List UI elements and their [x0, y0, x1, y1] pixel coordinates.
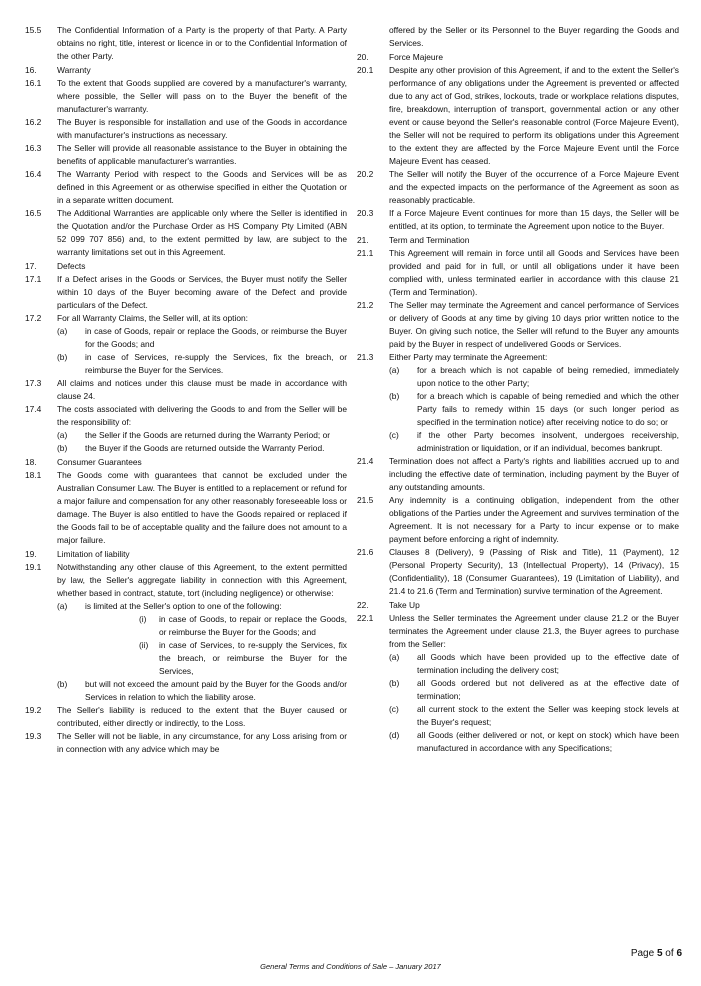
- sub-clause: [357, 429, 679, 455]
- clause-text: Termination does not affect a Party's rights and liabilities accrued up to and including the effective date of termination, including payment by the Buyer of any outstanding amounts.: [389, 456, 679, 492]
- clause-paragraph: [25, 168, 347, 207]
- sub-clause: [25, 442, 347, 455]
- clause-number: 21.4: [357, 456, 374, 466]
- clause-text: if the other Party becomes insolvent, undergoes receivership, administration or liquidation, or if an individual, becomes bankrupt.: [417, 430, 679, 453]
- clause-paragraph: [25, 77, 347, 116]
- sub-clause: [25, 678, 347, 704]
- clause-text: The Warranty Period with respect to the Goods and Services will be as defined in this Agreement or as otherwise specified in either the Quotation or in a separate written document.: [57, 169, 347, 205]
- document-footer: General Terms and Conditions of Sale – January 2017: [260, 962, 441, 971]
- clause-text: in case of Goods, repair or replace the Goods, or reimburse the Buyer for the Goods; and: [85, 326, 347, 349]
- clause-number: (c): [389, 704, 399, 714]
- section-heading: [25, 260, 347, 273]
- clause-text: If a Defect arises in the Goods or Services, the Buyer must notify the Seller within 10 days of the Buyer becoming aware of the Defect and provide particulars of the Defect.: [57, 274, 347, 310]
- section-heading: [25, 548, 347, 561]
- clause-paragraph: [25, 561, 347, 600]
- clause-paragraph: [357, 455, 679, 494]
- clause-number: 20.2: [357, 169, 374, 179]
- clause-text: for a breach which is capable of being remedied and which the other Party fails to remedy within 15 days (or such longer period as specified in the termination notice) after receiving notice to do so; or: [417, 391, 679, 427]
- clause-text: the Seller if the Goods are returned during the Warranty Period; or: [85, 430, 331, 440]
- clause-number: (b): [57, 443, 68, 453]
- clause-number: (b): [389, 391, 400, 401]
- clause-text: Consumer Guarantees: [57, 457, 142, 467]
- clause-text: For all Warranty Claims, the Seller will, at its option:: [57, 313, 248, 323]
- clause-number: 16.5: [25, 208, 42, 218]
- clause-text: all Goods which have been provided up to the effective date of termination including the delivery cost;: [417, 652, 679, 675]
- clause-number: (a): [57, 601, 68, 611]
- clause-text: Force Majeure: [389, 52, 443, 62]
- clause-number: 20.1: [357, 65, 374, 75]
- clause-number: 20.: [357, 52, 369, 62]
- clause-paragraph: [25, 116, 347, 142]
- clause-number: 18.: [25, 457, 37, 467]
- clause-number: 16.: [25, 65, 37, 75]
- clause-text: This Agreement will remain in force until all Goods and Services have been provided and paid for in full, or until all obligations under it have been complied with, unless terminated earlier in accordance with this clause 21 (Term and Termination).: [389, 248, 679, 297]
- section-heading: [357, 51, 679, 64]
- clause-number: (ii): [139, 640, 149, 650]
- page-number: Page 5 of 6: [630, 948, 682, 959]
- clause-number: (c): [389, 430, 399, 440]
- sub-clause: [25, 351, 347, 377]
- clause-text: offered by the Seller or its Personnel to the Buyer regarding the Goods and Services.: [389, 25, 679, 48]
- clause-number: 19.1: [25, 562, 42, 572]
- clause-text: Defects: [57, 261, 86, 271]
- clause-paragraph: [25, 704, 347, 730]
- clause-paragraph: [25, 142, 347, 168]
- clause-text: but will not exceed the amount paid by the Buyer for the Goods and/or Services in relation to which the liability arose.: [85, 679, 347, 702]
- clause-number: 18.1: [25, 470, 42, 480]
- section-heading: [357, 599, 679, 612]
- page-current: 5: [656, 948, 663, 959]
- clause-number: 16.2: [25, 117, 42, 127]
- sub-clause: [25, 600, 347, 613]
- clause-text: all Goods ordered but not delivered as at the effective date of termination;: [417, 678, 679, 701]
- clause-text: Term and Termination: [389, 235, 470, 245]
- section-heading: [25, 64, 347, 77]
- clause-number: (a): [389, 652, 400, 662]
- clause-text: The Seller's liability is reduced to the extent that the Buyer caused or contributed, either directly or indirectly, to the Loss.: [57, 705, 347, 728]
- sub-clause: [357, 364, 679, 390]
- clause-text: in case of Goods, to repair or replace the Goods, or reimburse the Buyer for the Goods; and: [159, 614, 347, 637]
- clause-paragraph: [357, 612, 679, 651]
- clause-number: (a): [57, 430, 68, 440]
- clause-paragraph: [25, 273, 347, 312]
- clause-paragraph: [357, 494, 679, 546]
- clause-number: 15.5: [25, 25, 42, 35]
- sub-sub-clause: [25, 639, 347, 678]
- clause-paragraph: [25, 469, 347, 547]
- clause-text: The Seller may terminate the Agreement and cancel performance of Services or delivery of Goods at any time by giving 10 days prior written notice to the Buyer. On giving such notice, the Seller will refund to the Buyer any amounts paid by the Buyer in respect of undelivered Goods or Services.: [389, 300, 679, 349]
- clause-number: 22.: [357, 600, 369, 610]
- page-total: 6: [676, 948, 682, 959]
- clause-text: the Buyer if the Goods are returned outside the Warranty Period.: [85, 443, 325, 453]
- clause-number: 17.2: [25, 313, 42, 323]
- clause-text: in case of Services, re-supply the Services, fix the breach, or reimburse the Buyer for the Services.: [85, 352, 347, 375]
- sub-clause: [357, 677, 679, 703]
- clause-text: The Seller will provide all reasonable assistance to the Buyer in obtaining the benefits of applicable manufacturer's warranties.: [57, 143, 347, 166]
- clause-text: all Goods (either delivered or not, or kept on stock) which have been manufactured in accordance with any Specifications;: [417, 730, 679, 753]
- sub-clause: [25, 325, 347, 351]
- clause-number: 17.1: [25, 274, 42, 284]
- section-heading: [25, 456, 347, 469]
- clause-number: (b): [57, 679, 68, 689]
- clause-number: 22.1: [357, 613, 374, 623]
- clause-text: The Goods come with guarantees that cannot be excluded under the Australian Consumer Law. The Buyer is entitled to a replacement or refund for a major failure and compensation for any other reasonably foreseeable loss or damage. The Buyer is also entitled to have the Goods repaired or replaced if the Goods fail to be of acceptable quality and the failure does not amount to a major failure.: [57, 470, 347, 545]
- clause-text: all current stock to the extent the Seller was keeping stock levels at the Buyer's request;: [417, 704, 679, 727]
- clause-paragraph: [25, 730, 347, 756]
- clause-paragraph: [25, 24, 347, 63]
- clause-text: Clauses 8 (Delivery), 9 (Passing of Risk and Title), 11 (Payment), 12 (Personal Property Security), 13 (Intellectual Property), 14 (Privacy), 15 (Confidentiality), 18 (Consumer Guarantees), 19 (Limitation of Liability), and 21.4 to 21.6 (Term and Termination) survive termination of the Agreement.: [389, 547, 679, 596]
- clause-text: The Buyer is responsible for installation and use of the Goods in accordance with manufacturer's instructions as necessary.: [57, 117, 347, 140]
- clause-number: (a): [57, 326, 68, 336]
- clause-text: Take Up: [389, 600, 420, 610]
- clause-text: The Confidential Information of a Party is the property of that Party. A Party obtains no right, title, interest or licence in or to the Confidential Information of the other Party.: [57, 25, 347, 61]
- clause-number: 21.6: [357, 547, 374, 557]
- sub-clause: [357, 729, 679, 755]
- clause-number: (d): [389, 730, 400, 740]
- sub-sub-clause: [25, 613, 347, 639]
- clause-text: Despite any other provision of this Agreement, if and to the extent the Seller's performance of any obligations under the Agreement is prevented or affected due to any act of God, strikes, lockouts, trade or workplace relations disputes, fire, breakdown, interruption of transport, governmental action or any other event or cause beyond the Seller's reasonable control (Force Majeure Event), the Seller will not be required to perform its obligations under this Agreement to the extent they are affected by the Force Majeure Event until the Force Majeure Event has ceased.: [389, 65, 679, 166]
- sub-clause: [25, 429, 347, 442]
- clause-number: [357, 24, 389, 50]
- clause-text: To the extent that Goods supplied are covered by a manufacturer's warranty, where possible, the Seller will pass on to the Buyer the benefit of the manufacturer's warranty.: [57, 78, 347, 114]
- clause-text: The Seller will not be liable, in any circumstance, for any Loss arising from or in connection with any advice which may be: [57, 731, 347, 754]
- clause-paragraph: [25, 312, 347, 325]
- clause-text: Unless the Seller terminates the Agreement under clause 21.2 or the Buyer terminates the Agreement under clause 21.3, the Buyer agrees to purchase from the Seller:: [389, 613, 679, 649]
- clause-number: (b): [57, 352, 68, 362]
- clause-number: (b): [389, 678, 400, 688]
- clause-text: Either Party may terminate the Agreement:: [389, 352, 548, 362]
- clause-number: 19.: [25, 549, 37, 559]
- clause-text: for a breach which is not capable of being remedied, immediately upon notice to the other Party;: [417, 365, 679, 388]
- clause-paragraph: [357, 207, 679, 233]
- clause-number: 16.4: [25, 169, 42, 179]
- clause-paragraph: [357, 64, 679, 168]
- clause-paragraph: [357, 247, 679, 299]
- clause-number: 19.3: [25, 731, 42, 741]
- section-heading: [357, 234, 679, 247]
- sub-clause: [357, 390, 679, 429]
- clause-text: All claims and notices under this clause must be made in accordance with clause 24.: [57, 378, 347, 401]
- clause-number: 17.: [25, 261, 37, 271]
- clause-number: 17.3: [25, 378, 42, 388]
- clause-paragraph: [357, 24, 679, 50]
- clause-paragraph: [357, 299, 679, 351]
- clause-number: 16.1: [25, 78, 42, 88]
- clause-paragraph: [357, 351, 679, 364]
- clause-number: (a): [389, 365, 400, 375]
- clause-text: Any indemnity is a continuing obligation, independent from the other obligations of the Parties under the Agreement and survives termination of the Agreement. It is not necessary for a Party to incur expense or to make payment before enforcing a right of indemnity.: [389, 495, 679, 544]
- sub-clause: [357, 651, 679, 677]
- clause-number: 21.1: [357, 248, 374, 258]
- clause-text: Warranty: [57, 65, 91, 75]
- clause-number: 21.2: [357, 300, 374, 310]
- clause-paragraph: [357, 168, 679, 207]
- clause-number: 21.3: [357, 352, 374, 362]
- clause-text: in case of Services, to re-supply the Services, fix the breach, or reimburse the Buyer for the Services,: [159, 640, 347, 676]
- clause-text: The costs associated with delivering the Goods to and from the Seller will be the responsibility of:: [57, 404, 347, 427]
- clause-text: If a Force Majeure Event continues for more than 15 days, the Seller will be entitled, at its option, to terminate the Agreement upon notice to the Buyer.: [389, 208, 679, 231]
- clause-number: 21.5: [357, 495, 374, 505]
- sub-clause: [357, 703, 679, 729]
- clause-text: is limited at the Seller's option to one of the following:: [85, 601, 282, 611]
- left-column: [25, 24, 347, 756]
- clause-paragraph: [25, 207, 347, 259]
- clause-paragraph: [25, 377, 347, 403]
- clause-number: 16.3: [25, 143, 42, 153]
- clause-number: (i): [139, 614, 147, 624]
- clause-paragraph: [357, 546, 679, 598]
- clause-text: Notwithstanding any other clause of this Agreement, to the extent permitted by law, the Seller's aggregate liability in connection with this Agreement, whether based in contract, statute, tort (including negligence) or otherwise:: [57, 562, 347, 598]
- clause-text: Limitation of liability: [57, 549, 130, 559]
- clause-number: 19.2: [25, 705, 42, 715]
- right-column: [357, 24, 679, 755]
- clause-number: 20.3: [357, 208, 374, 218]
- clause-paragraph: [25, 403, 347, 429]
- clause-text: The Seller will notify the Buyer of the occurrence of a Force Majeure Event and the expected impacts on the performance of the Agreement as soon as reasonably practicable.: [389, 169, 679, 205]
- clause-text: The Additional Warranties are applicable only where the Seller is identified in the Quotation and/or the Purchase Order as HS Company Pty Limited (ABN 52 099 707 856) and, to the extent permitted by law, are subject to the warranty limitations set out in this Agreement.: [57, 208, 347, 257]
- clause-number: 17.4: [25, 404, 42, 414]
- clause-number: 21.: [357, 235, 369, 245]
